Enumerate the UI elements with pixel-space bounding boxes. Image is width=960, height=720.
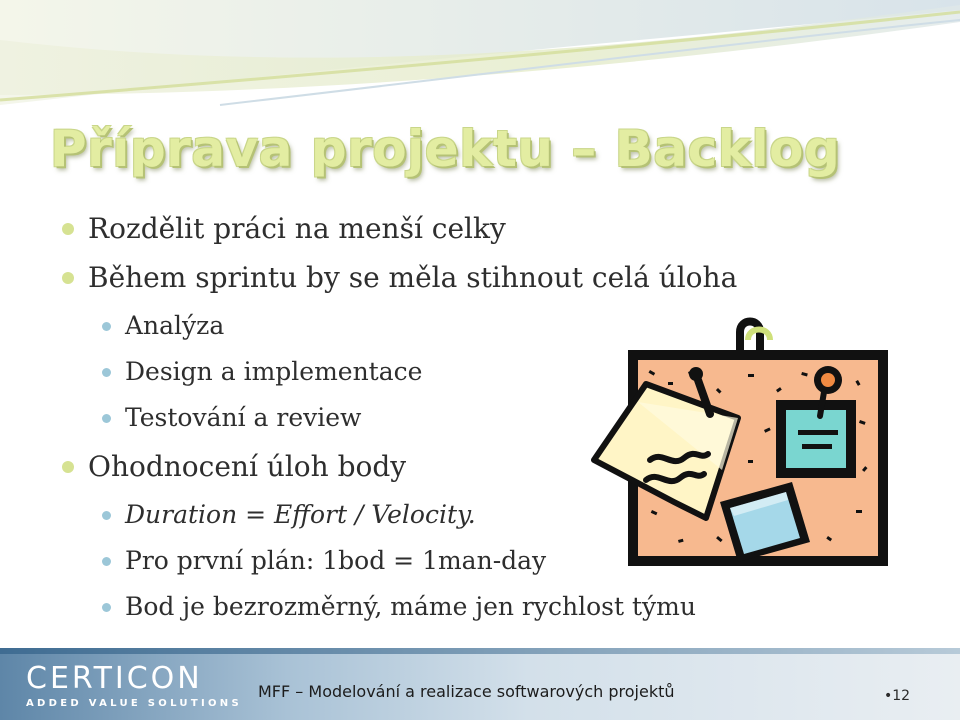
bullet-text: Rozdělit práci na menší celky: [88, 212, 506, 245]
logo-wordmark: CERTICON: [26, 661, 203, 696]
bullet-level2: [125, 546, 546, 575]
header-swoosh-decoration: [0, 0, 960, 110]
bullet-text: Analýza: [125, 311, 225, 340]
bulletin-board-clipart: [588, 310, 908, 580]
bullet-dot: [62, 272, 74, 284]
bullet-level2: [125, 357, 422, 386]
bullet-text: Ohodnocení úloh body: [88, 450, 407, 483]
bullet-dot: [102, 557, 111, 566]
bullet-level2: [125, 500, 476, 529]
bullet-dot: [102, 322, 111, 331]
bullet-text: Testování a review: [125, 403, 362, 432]
footer-course-title: MFF – Modelování a realizace softwarových projektů: [258, 682, 675, 701]
bullet-dot: [102, 603, 111, 612]
bullet-level2: [125, 311, 224, 340]
slide-footer: [0, 648, 960, 720]
bullet-dot: [102, 414, 111, 423]
bullet-text: Bod je bezrozměrný, máme jen rychlost týmu: [125, 592, 696, 621]
bullet-text: Pro první plán: 1bod = 1man-day: [125, 546, 547, 575]
bullet-dot: [102, 368, 111, 377]
page-number: •12: [884, 688, 911, 704]
bullet-dot: [62, 223, 74, 235]
bullet-text: Design a implementace: [125, 357, 423, 386]
bullet-level2: [125, 592, 696, 621]
bullet-text: Duration = Effort / Velocity.: [125, 500, 476, 529]
logo-tagline: ADDED VALUE SOLUTIONS: [26, 698, 242, 709]
bullet-dot: [102, 511, 111, 520]
bullet-level1: [88, 212, 506, 245]
bullet-text: Během sprintu by se měla stihnout celá úloha: [88, 261, 738, 294]
slide-title: Příprava projektu – Backlog: [50, 120, 841, 178]
bullet-dot: [62, 461, 74, 473]
certicon-logo: [26, 661, 242, 709]
bullet-level1: [88, 450, 406, 483]
footer-divider: [0, 648, 960, 654]
bullet-level2: [125, 403, 361, 432]
bullet-level1: [88, 261, 737, 294]
